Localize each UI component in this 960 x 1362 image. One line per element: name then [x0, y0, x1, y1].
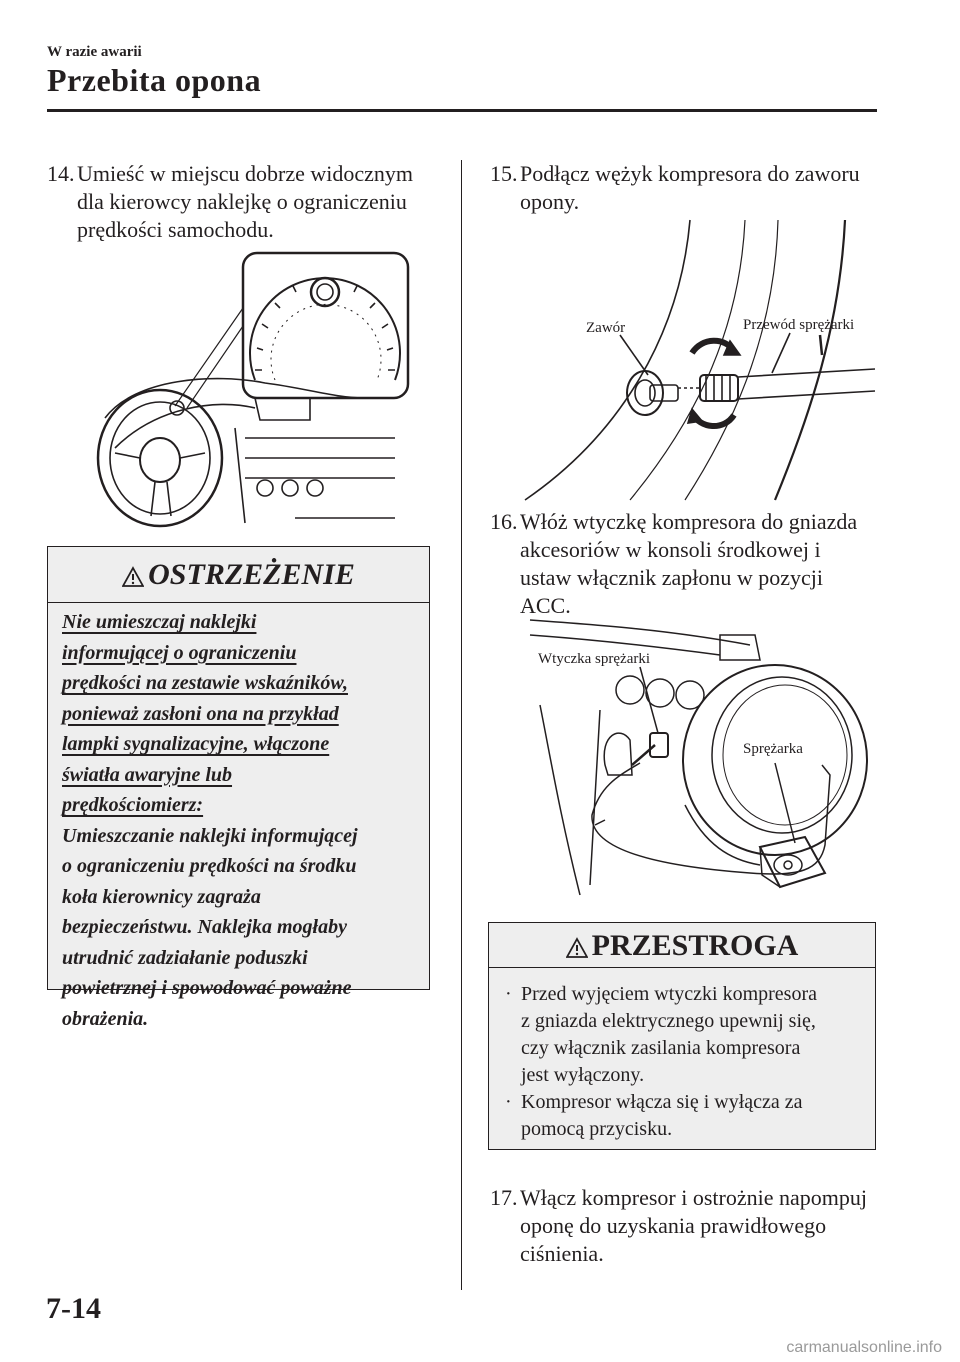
warning-line: informującej o ograniczeniu	[62, 641, 297, 664]
page-number: 7-14	[46, 1292, 101, 1325]
valve-hose-illustration	[510, 215, 890, 505]
caution-box	[488, 922, 876, 1150]
step-line: ACC.	[520, 593, 571, 618]
caution-line: pomocą przycisku.	[521, 1118, 673, 1140]
warning-line: bezpieczeństwu. Naklejka mogłaby	[62, 916, 347, 938]
column-divider	[461, 160, 462, 1290]
caution-heading-text: PRZESTROGA	[591, 929, 799, 962]
section-label: W razie awarii	[47, 44, 142, 60]
warning-line: światła awaryjne lub	[62, 763, 233, 786]
plug-label: Wtyczka sprężarki	[538, 651, 651, 667]
warning-line: powietrznej i spowodować poważne	[62, 977, 352, 999]
step-number: 14.	[47, 161, 75, 186]
title-rule	[47, 109, 877, 112]
step-line: Włącz kompresor i ostrożnie napompuj	[520, 1185, 868, 1210]
step-15	[490, 160, 890, 216]
caution-heading	[489, 923, 875, 968]
step-16	[490, 508, 890, 620]
warning-line: lampki sygnalizacyjne, włączone	[62, 733, 330, 755]
warning-line: o ograniczeniu prędkości na środku	[62, 855, 357, 877]
warning-line: koła kierownicy zagraża	[62, 885, 261, 908]
caution-line: z gniazda elektrycznego upewnij się,	[521, 1010, 816, 1032]
compressor-label: Sprężarka	[743, 741, 803, 757]
caution-line: · Kompresor włącza się i wyłącza za	[521, 1091, 803, 1113]
watermark: carmanualsonline.info	[786, 1339, 942, 1356]
page-title: Przebita opona	[47, 62, 262, 98]
caution-list	[503, 981, 865, 1143]
warning-text	[62, 607, 422, 1034]
warning-heading	[48, 547, 429, 603]
step-number: 17.	[490, 1185, 518, 1210]
caution-line: czy włącznik zasilania kompresora	[521, 1037, 801, 1059]
step-line: oponę do uzyskania prawidłowego	[520, 1213, 827, 1238]
warning-line: Nie umieszczaj naklejki	[62, 611, 257, 633]
step-line: prędkości samochodu.	[77, 217, 274, 242]
hose-label: Przewód sprężarki	[743, 317, 855, 333]
step-line: Włóż wtyczkę kompresora do gniazda	[520, 509, 858, 534]
warning-line: utrudnić zadziałanie poduszki	[62, 946, 308, 969]
warning-triangle-icon	[122, 566, 144, 588]
warning-box	[47, 546, 430, 1030]
step-line: Podłącz wężyk kompresora do zaworu	[520, 161, 860, 186]
compressor-illustration	[520, 615, 880, 900]
step-line: akcesoriów w konsoli środkowej i	[520, 537, 821, 562]
warning-line: obrażenia.	[62, 1007, 149, 1030]
warning-line: Umieszczanie naklejki informującej	[62, 824, 358, 847]
step-17	[490, 1184, 890, 1268]
step-number: 15.	[490, 161, 518, 186]
warning-line: ponieważ zasłoni ona na przykład	[62, 702, 339, 725]
step-line: dla kierowcy naklejkę o ograniczeniu	[77, 189, 407, 214]
warning-triangle-icon	[566, 937, 588, 959]
warning-line: prędkościomierz:	[62, 794, 204, 816]
valve-label: Zawór	[586, 320, 626, 336]
step-line: opony.	[520, 189, 580, 214]
steering-wheel-illustration	[95, 248, 415, 528]
step-line: Umieść w miejscu dobrze widocznym	[77, 161, 414, 186]
warning-heading-text: OSTRZEŻENIE	[148, 558, 355, 591]
step-14	[47, 160, 447, 244]
step-line: ustaw włącznik zapłonu w pozycji	[520, 565, 824, 590]
caution-line: · Przed wyjęciem wtyczki kompresora	[521, 983, 818, 1005]
caution-line: jest wyłączony.	[521, 1064, 645, 1086]
caution-item	[503, 981, 865, 1089]
step-number: 16.	[490, 509, 518, 534]
warning-line: prędkości na zestawie wskaźników,	[62, 672, 348, 694]
caution-item	[503, 1089, 865, 1143]
step-line: ciśnienia.	[520, 1241, 604, 1266]
